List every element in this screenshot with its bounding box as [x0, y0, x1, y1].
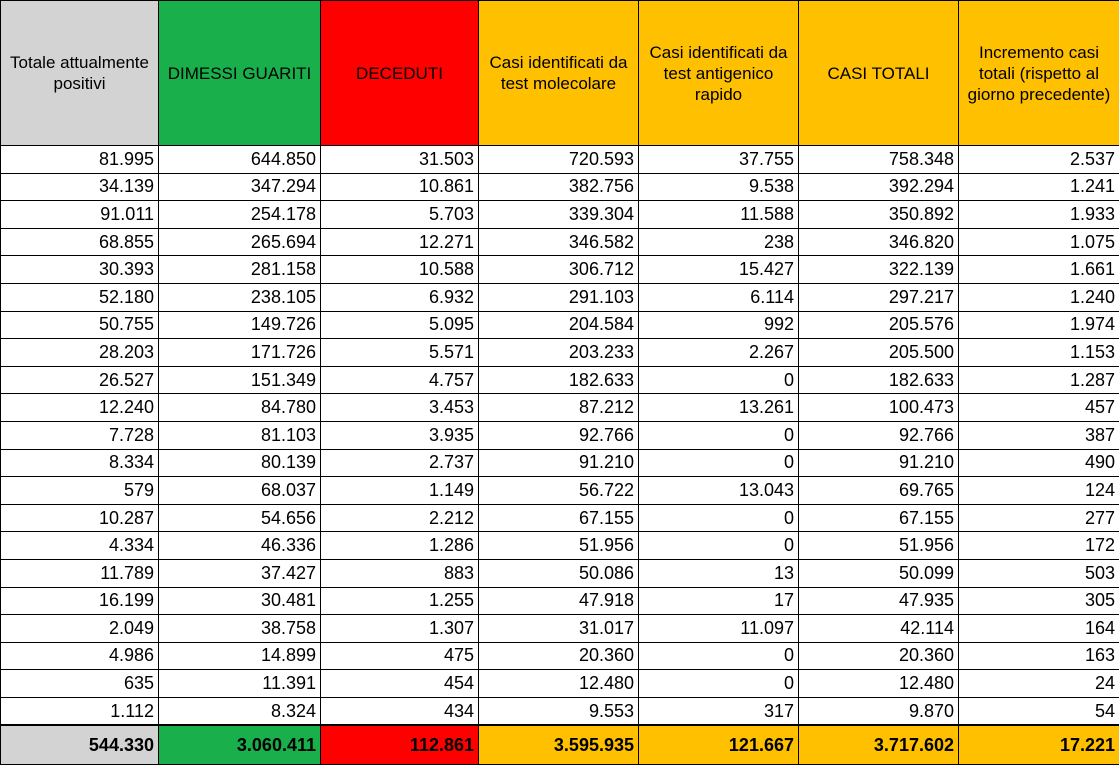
- table-row: [1, 283, 1119, 311]
- table-cell: 317: [639, 697, 799, 725]
- table-cell: 24: [959, 670, 1119, 698]
- table-cell: 10.861: [321, 173, 479, 201]
- table-cell: 47.918: [479, 587, 639, 615]
- table-cell: 720.593: [479, 146, 639, 174]
- table-cell: 67.155: [799, 504, 959, 532]
- table-cell: 163: [959, 642, 1119, 670]
- table-cell: 635: [1, 670, 159, 698]
- table-cell: 12.480: [479, 670, 639, 698]
- table-cell: 91.210: [479, 449, 639, 477]
- table-cell: 91.011: [1, 201, 159, 229]
- table-row: [1, 697, 1119, 725]
- table-cell: 205.500: [799, 339, 959, 367]
- table-cell: 1.661: [959, 256, 1119, 284]
- table-cell: 387: [959, 421, 1119, 449]
- table-cell: 92.766: [799, 421, 959, 449]
- table-cell: 81.995: [1, 146, 159, 174]
- table-cell: 50.099: [799, 559, 959, 587]
- table-row: [1, 173, 1119, 201]
- table-cell: 2.049: [1, 615, 159, 643]
- table-cell: 305: [959, 587, 1119, 615]
- table-cell: 47.935: [799, 587, 959, 615]
- table-cell: 46.336: [159, 532, 321, 560]
- table-cell: 0: [639, 449, 799, 477]
- table-cell: 2.212: [321, 504, 479, 532]
- table-cell: 30.393: [1, 256, 159, 284]
- table-cell: 306.712: [479, 256, 639, 284]
- table-cell: 281.158: [159, 256, 321, 284]
- table-cell: 339.304: [479, 201, 639, 229]
- table-cell: 11.789: [1, 559, 159, 587]
- table-cell: 16.199: [1, 587, 159, 615]
- table-cell: 14.899: [159, 642, 321, 670]
- table-cell: 67.155: [479, 504, 639, 532]
- table-cell: 100.473: [799, 394, 959, 422]
- table-cell: 28.203: [1, 339, 159, 367]
- table-cell: 457: [959, 394, 1119, 422]
- table-cell: 454: [321, 670, 479, 698]
- table-cell: 13.261: [639, 394, 799, 422]
- table-cell: 1.933: [959, 201, 1119, 229]
- table-cell: 6.932: [321, 283, 479, 311]
- table-cell: 0: [639, 421, 799, 449]
- table-row: [1, 366, 1119, 394]
- table-cell: 182.633: [799, 366, 959, 394]
- table-cell: 42.114: [799, 615, 959, 643]
- table-row: [1, 146, 1119, 174]
- table-cell: 1.286: [321, 532, 479, 560]
- table-cell: 5.703: [321, 201, 479, 229]
- table-cell: 883: [321, 559, 479, 587]
- table-row: [1, 311, 1119, 339]
- table-cell: 1.255: [321, 587, 479, 615]
- table-row: [1, 670, 1119, 698]
- table-cell: 151.349: [159, 366, 321, 394]
- table-cell: 434: [321, 697, 479, 725]
- table-cell: 12.480: [799, 670, 959, 698]
- table-cell: 4.757: [321, 366, 479, 394]
- table-cell: 291.103: [479, 283, 639, 311]
- table-cell: 34.139: [1, 173, 159, 201]
- table-cell: 91.210: [799, 449, 959, 477]
- table-cell: 10.588: [321, 256, 479, 284]
- table-cell: 254.178: [159, 201, 321, 229]
- table-cell: 0: [639, 504, 799, 532]
- table-cell: 5.571: [321, 339, 479, 367]
- table-row: [1, 504, 1119, 532]
- table-cell: 54.656: [159, 504, 321, 532]
- header-casi-totali: CASI TOTALI: [799, 1, 959, 146]
- table-cell: 164: [959, 615, 1119, 643]
- table-cell: 1.287: [959, 366, 1119, 394]
- total-cell: 121.667: [639, 725, 799, 765]
- table-cell: 644.850: [159, 146, 321, 174]
- table-cell: 204.584: [479, 311, 639, 339]
- table-row: [1, 532, 1119, 560]
- total-cell: 3.717.602: [799, 725, 959, 765]
- table-row: [1, 421, 1119, 449]
- table-cell: 15.427: [639, 256, 799, 284]
- table-cell: 1.241: [959, 173, 1119, 201]
- header-incremento-casi: Incremento casi totali (rispetto al giorno precedente): [959, 1, 1119, 146]
- header-casi-test-antigenico: Casi identificati da test antigenico rapido: [639, 1, 799, 146]
- table-row: [1, 256, 1119, 284]
- table-cell: 0: [639, 642, 799, 670]
- table-cell: 382.756: [479, 173, 639, 201]
- table-cell: 37.755: [639, 146, 799, 174]
- table-cell: 1.240: [959, 283, 1119, 311]
- table-cell: 81.103: [159, 421, 321, 449]
- total-cell: 112.861: [321, 725, 479, 765]
- table-cell: 9.538: [639, 173, 799, 201]
- table-cell: 80.139: [159, 449, 321, 477]
- table-cell: 92.766: [479, 421, 639, 449]
- table-cell: 9.553: [479, 697, 639, 725]
- table-row: [1, 449, 1119, 477]
- table-cell: 12.240: [1, 394, 159, 422]
- table-cell: 149.726: [159, 311, 321, 339]
- table-cell: 26.527: [1, 366, 159, 394]
- table-cell: 297.217: [799, 283, 959, 311]
- table-cell: 4.334: [1, 532, 159, 560]
- table-cell: 2.267: [639, 339, 799, 367]
- table-cell: 2.737: [321, 449, 479, 477]
- table-row: [1, 587, 1119, 615]
- table-cell: 87.212: [479, 394, 639, 422]
- table-row: [1, 615, 1119, 643]
- table-cell: 1.153: [959, 339, 1119, 367]
- table-cell: 0: [639, 366, 799, 394]
- table-cell: 38.758: [159, 615, 321, 643]
- table-row: [1, 394, 1119, 422]
- table-cell: 69.765: [799, 477, 959, 505]
- table-row: [1, 228, 1119, 256]
- table-cell: 238.105: [159, 283, 321, 311]
- table-cell: 1.075: [959, 228, 1119, 256]
- table-body: [1, 146, 1119, 726]
- table-cell: 182.633: [479, 366, 639, 394]
- table-cell: 322.139: [799, 256, 959, 284]
- table-cell: 20.360: [479, 642, 639, 670]
- table-cell: 68.037: [159, 477, 321, 505]
- table-cell: 51.956: [479, 532, 639, 560]
- table-cell: 37.427: [159, 559, 321, 587]
- table-cell: 203.233: [479, 339, 639, 367]
- table-cell: 17: [639, 587, 799, 615]
- table-cell: 238: [639, 228, 799, 256]
- table-cell: 992: [639, 311, 799, 339]
- table-cell: 50.086: [479, 559, 639, 587]
- table-cell: 265.694: [159, 228, 321, 256]
- table-cell: 4.986: [1, 642, 159, 670]
- table-cell: 3.453: [321, 394, 479, 422]
- table-cell: 11.588: [639, 201, 799, 229]
- table-cell: 13: [639, 559, 799, 587]
- table-cell: 2.537: [959, 146, 1119, 174]
- header-dimessi-guariti: DIMESSI GUARITI: [159, 1, 321, 146]
- table-cell: 13.043: [639, 477, 799, 505]
- table-cell: 205.576: [799, 311, 959, 339]
- total-cell: 17.221: [959, 725, 1119, 765]
- table-cell: 50.755: [1, 311, 159, 339]
- table-cell: 52.180: [1, 283, 159, 311]
- table-cell: 51.956: [799, 532, 959, 560]
- table-cell: 10.287: [1, 504, 159, 532]
- table-cell: 579: [1, 477, 159, 505]
- table-cell: 347.294: [159, 173, 321, 201]
- table-cell: 171.726: [159, 339, 321, 367]
- table-cell: 11.391: [159, 670, 321, 698]
- table-cell: 8.334: [1, 449, 159, 477]
- table-row: [1, 559, 1119, 587]
- table-cell: 20.360: [799, 642, 959, 670]
- table-row: [1, 339, 1119, 367]
- table-cell: 1.112: [1, 697, 159, 725]
- table-cell: 68.855: [1, 228, 159, 256]
- table-cell: 5.095: [321, 311, 479, 339]
- header-deceduti: DECEDUTI: [321, 1, 479, 146]
- table-cell: 1.307: [321, 615, 479, 643]
- table-cell: 346.820: [799, 228, 959, 256]
- table-cell: 84.780: [159, 394, 321, 422]
- header-casi-test-molecolare: Casi identificati da test molecolare: [479, 1, 639, 146]
- table-cell: 172: [959, 532, 1119, 560]
- table-cell: 503: [959, 559, 1119, 587]
- table-cell: 8.324: [159, 697, 321, 725]
- table-cell: 277: [959, 504, 1119, 532]
- table-cell: 0: [639, 670, 799, 698]
- table-cell: 31.503: [321, 146, 479, 174]
- total-cell: 3.060.411: [159, 725, 321, 765]
- table-cell: 11.097: [639, 615, 799, 643]
- table-cell: 31.017: [479, 615, 639, 643]
- table-cell: 392.294: [799, 173, 959, 201]
- header-totale-attualmente-positivi: Totale attualmente positivi: [1, 1, 159, 146]
- table-cell: 124: [959, 477, 1119, 505]
- table-cell: 758.348: [799, 146, 959, 174]
- total-cell: 3.595.935: [479, 725, 639, 765]
- table-cell: 475: [321, 642, 479, 670]
- table-row: [1, 201, 1119, 229]
- total-cell: 544.330: [1, 725, 159, 765]
- table-cell: 1.974: [959, 311, 1119, 339]
- table-cell: 6.114: [639, 283, 799, 311]
- table-cell: 490: [959, 449, 1119, 477]
- table-cell: 0: [639, 532, 799, 560]
- table-cell: 346.582: [479, 228, 639, 256]
- table-row: [1, 477, 1119, 505]
- totals-row: [1, 725, 1119, 765]
- table-cell: 3.935: [321, 421, 479, 449]
- table-cell: 54: [959, 697, 1119, 725]
- table-cell: 7.728: [1, 421, 159, 449]
- table-row: [1, 642, 1119, 670]
- table-cell: 9.870: [799, 697, 959, 725]
- header-row: [1, 1, 1119, 146]
- table-cell: 12.271: [321, 228, 479, 256]
- table-cell: 1.149: [321, 477, 479, 505]
- table-cell: 350.892: [799, 201, 959, 229]
- table-cell: 56.722: [479, 477, 639, 505]
- table-cell: 30.481: [159, 587, 321, 615]
